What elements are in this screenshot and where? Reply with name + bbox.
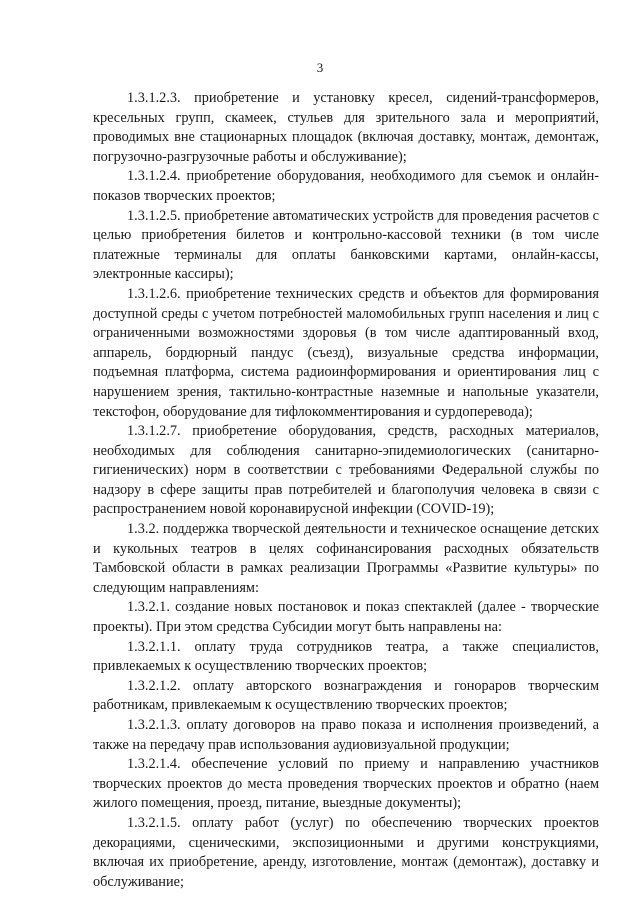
paragraph-1-3-2-1: 1.3.2.1. создание новых постановок и показ спектаклей (далее - творческие проекты). При этом средства Субсидии могут быть направлены на: <box>93 599 599 636</box>
document-body <box>93 89 599 892</box>
paragraph-1-3-1-2-4: 1.3.1.2.4. приобретение оборудования, необходимого для съемок и онлайн-показов творческих проектов; <box>93 168 599 204</box>
paragraph-1-3-2-1-1: 1.3.2.1.1. оплату труда сотрудников театра, а также специалистов, привлекаемых к осуществлению творческих проектов; <box>93 638 599 675</box>
paragraph-1-3-2-1-3: 1.3.2.1.3. оплату договоров на право показа и исполнения произведений, а также на передачу прав использования аудиовизуальной продукции; <box>93 717 599 753</box>
paragraph-1-3-1-2-6: 1.3.1.2.6. приобретение технических средств и объектов для формирования доступной среды с учетом потребностей маломобильных групп населения и лиц с ограниченными возможностями здоровья (в том числе адаптированный вход, аппарель, бордюрный пандус (съезд), визуальные средства информации, подъемная платформа, система радиоинформирования и ориентирования лиц с нарушением зрения, тактильно-контрастные наземные и напольные указатели, текстофон, оборудование для тифлокомментирования и сурдоперевода); <box>93 285 599 420</box>
paragraph-1-3-2-1-4: 1.3.2.1.4. обеспечение условий по приему и направлению участников творческих проектов до места проведения творческих проектов и обратно (наем жилого помещения, проезд, питание, выездные документы); <box>93 756 599 812</box>
page-number: 3 <box>316 60 324 75</box>
paragraph-1-3-2: 1.3.2. поддержка творческой деятельности и техническое оснащение детских и кукольных театров в целях софинансирования расходных обязательств Тамбовской области в рамках реализации Программы «Развитие культуры» по следующим направлениям: <box>93 521 599 596</box>
paragraph-1-3-1-2-7: 1.3.1.2.7. приобретение оборудования, средств, расходных материалов, необходимых для соблюдения санитарно-эпидемиологических (санитарно-гигиенических) норм в соответствии с требованиями Федеральной службы по надзору в сфере защиты прав потребителей и благополучия человека в связи с распространением новой коронавирусной инфекции (COVID-19); <box>93 423 599 518</box>
paragraph-1-3-2-1-2: 1.3.2.1.2. оплату авторского вознаграждения и гонораров творческим работникам, привлекаемым к осуществлению творческих проектов; <box>93 677 599 714</box>
paragraph-1-3-2-1-5: 1.3.2.1.5. оплату работ (услуг) по обеспечению творческих проектов декорациями, сценическими, экспозиционными и другими конструкциями, включая их приобретение, аренду, изготовление, монтаж (демонтаж), доставку и обслуживание; <box>93 814 599 890</box>
paragraph-1-3-1-2-3: 1.3.1.2.3. приобретение и установку кресел, сидений-трансформеров, кресельных групп, скамеек, стульев для зрительного зала и мероприятий, проводимых вне стационарных площадок (включая доставку, монтаж, демонтаж, погрузочно-разгрузочные работы и обслуживание); <box>93 90 599 165</box>
paragraph-1-3-1-2-5: 1.3.1.2.5. приобретение автоматических устройств для проведения расчетов с целью приобретения билетов и контрольно-кассовой техники (в том числе платежные терминалы для оплаты банковскими картами, онлайн-кассы, электронные кассиры); <box>93 207 599 283</box>
